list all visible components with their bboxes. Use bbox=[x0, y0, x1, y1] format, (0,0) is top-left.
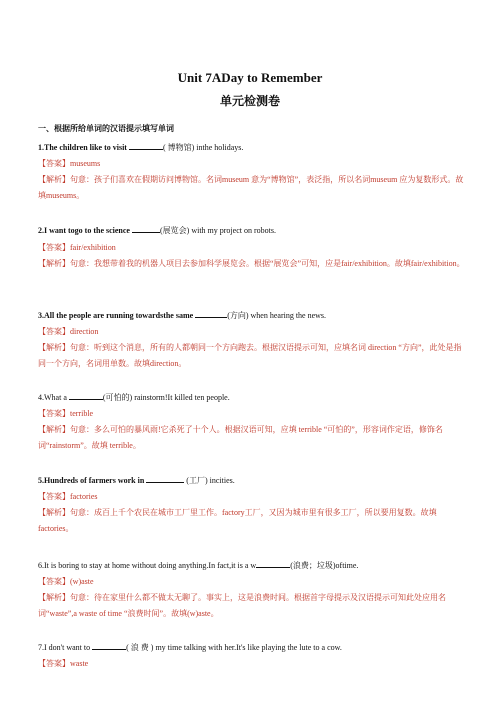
explanation-6: 【解析】句意：待在家里什么都不做太无聊了。事实上，这是浪费时间。根据首字母提示及汉语提示可知此处应用名词“waste”,a waste of time “浪费时间”。故填(w)aste。 bbox=[38, 593, 446, 618]
question-4: 4.What a (可怕的) rainstorm!It killed ten people. bbox=[38, 393, 230, 402]
answer-2: 【答案】fair/exhibition bbox=[38, 243, 116, 252]
explanation-5: 【解析】句意：成百上千个农民在城市工厂里工作。factory工厂，又因为城市里有很多工厂，所以要用复数。故填factories。 bbox=[38, 508, 437, 533]
question-6: 6.It is boring to stay at home without doing anything.In fact,it is a w (浪费；垃圾)oftime. bbox=[38, 561, 359, 570]
page-title: Unit 7ADay to Remember bbox=[177, 70, 323, 85]
answer-blank bbox=[69, 391, 103, 400]
answer-7: 【答案】waste bbox=[38, 659, 89, 668]
answer-4: 【答案】terrible bbox=[38, 409, 94, 418]
explanation-2: 【解析】句意：我想带着我的机器人项目去参加科学展览会。根据“展览会”可知，应是fair/exhibition。故填fair/exhibition。 bbox=[38, 259, 465, 268]
question-5: 5.Hundreds of farmers work in (工厂) incities. bbox=[38, 476, 235, 485]
answer-6: 【答案】(w)aste bbox=[38, 577, 94, 586]
explanation-4: 【解析】句意：多么可怕的暴风雨!它杀死了十个人。根据汉语可知，应填 terrible “可怕的”，形容词作定语，修饰名词“rainstorm”。故填 terrible。 bbox=[38, 425, 443, 450]
explanation-1: 【解析】句意：孩子们喜欢在假期访问博物馆。名词museum 意为“博物馆”，表泛指，所以名词museum 应为复数形式。故填museums。 bbox=[38, 175, 464, 200]
question-2: 2.I want togo to the science (展览会) with my project on robots. bbox=[38, 226, 276, 235]
explanation-3: 【解析】句意：听到这个消息，所有的人都朝同一个方向跑去。根据汉语提示可知，应填名词 direction “方向”，此处是指同一个方向，名词用单数。故填direction。 bbox=[38, 343, 462, 368]
question-1: 1.The children like to visit ( 博物馆) inthe holidays. bbox=[38, 143, 244, 152]
answer-blank bbox=[256, 559, 290, 568]
answer-blank bbox=[195, 309, 227, 318]
answer-blank bbox=[132, 224, 160, 233]
page-subtitle: 单元检测卷 bbox=[219, 94, 280, 108]
answer-1: 【答案】museums bbox=[38, 159, 101, 168]
answer-3: 【答案】direction bbox=[38, 327, 99, 336]
answer-blank bbox=[92, 641, 126, 650]
answer-blank bbox=[146, 474, 184, 483]
answer-5: 【答案】factories bbox=[38, 492, 98, 501]
answer-blank bbox=[129, 141, 163, 150]
question-3: 3.All the people are running towardsthe same (方向) when hearing the news. bbox=[38, 311, 327, 320]
question-7: 7.I don't want to ( 浪 费 ) my time talking with her.It's like playing the lute to a cow. bbox=[38, 643, 342, 652]
section-heading: 一、根据所给单词的汉语提示填写单词 bbox=[38, 124, 174, 133]
